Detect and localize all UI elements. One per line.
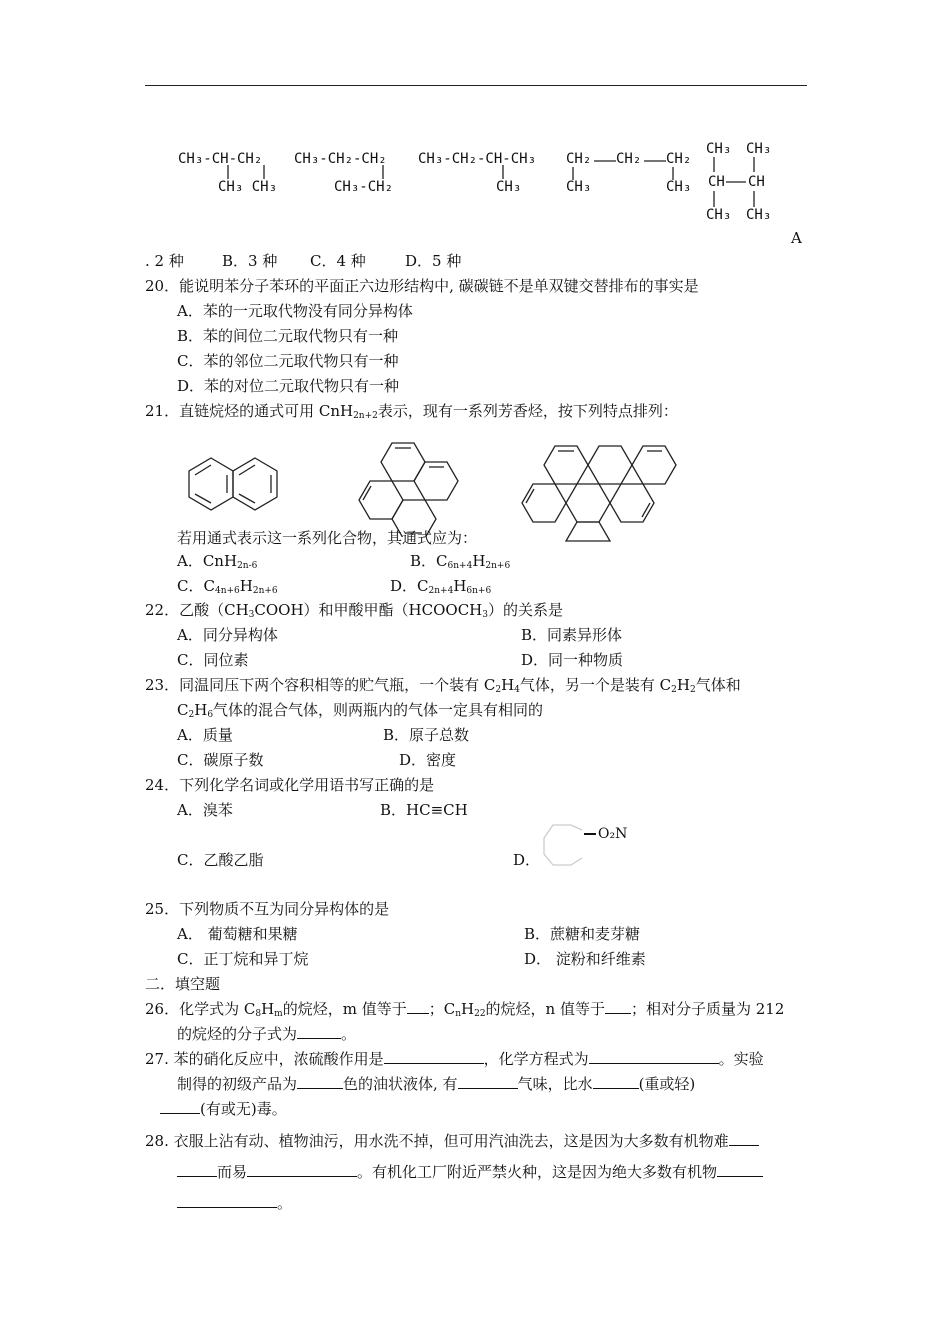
q20-option-c: C．苯的邻位二元取代物只有一种	[177, 352, 399, 370]
q27-blank-odor[interactable]	[458, 1074, 518, 1089]
q21-option-a: A．CnH$_{2n-6}$	[177, 552, 258, 571]
q27-blank-role[interactable]	[384, 1049, 484, 1064]
formula-3-bottom: CH₃	[496, 179, 522, 195]
q26-blank-formula[interactable]	[297, 1024, 341, 1039]
q19-option-d: D．5 种	[405, 252, 462, 270]
q24-option-d: D．	[513, 851, 541, 869]
formula-3-bond	[496, 164, 516, 180]
q20-option-d: D．苯的对位二元取代物只有一种	[177, 377, 400, 395]
q21-option-b: B．$C_{6n+4}H_{2n+6}$	[410, 552, 511, 571]
formula-5-ch3-tr: CH₃	[746, 141, 772, 157]
q21-option-c: C．$C_{4n+6}H_{2n+6}$	[177, 577, 278, 596]
q23-option-d: D．密度	[399, 751, 457, 769]
formula-5-ch-l: CH	[708, 174, 725, 190]
q28-blank-1a[interactable]	[729, 1131, 759, 1146]
q25-option-d: D． 淀粉和纤维素	[524, 950, 646, 968]
option-letter-a: A	[791, 229, 802, 247]
formula-3-top: CH₃-CH₂-CH-CH₃	[418, 151, 537, 167]
q26-blank-m[interactable]	[407, 999, 429, 1014]
q19-option-a: . 2 种	[145, 252, 184, 270]
q23-option-a: A．质量	[177, 726, 233, 744]
formula-4-ch2-b: CH₂	[616, 151, 642, 167]
q27-line1: 27. 苯的硝化反应中，浓硫酸作用是 ，化学方程式为 。实验	[145, 1050, 764, 1068]
formula-2-top: CH₃-CH₂-CH₂	[294, 151, 387, 167]
q23-stem-line2: $C_2H_6$气体的混合气体，则两瓶内的气体一定具有相同的	[177, 701, 544, 720]
formula-2-bond	[334, 164, 404, 180]
q21-stem: 21．直链烷烃的通式可用 CnH$_{2n+2}$表示，现有一系列芳香烃，按下列特点排列：	[145, 402, 678, 421]
formula-2-bottom: CH₃-CH₂	[334, 179, 394, 195]
q20-option-b: B．苯的间位二元取代物只有一种	[177, 327, 399, 345]
formula-5-ch3-tl: CH₃	[706, 141, 732, 157]
formula-4-ch2-c: CH₂	[666, 151, 692, 167]
q24-option-a: A．溴苯	[177, 801, 233, 819]
coronene-structure	[515, 438, 685, 543]
q21-option-d: D．$C_{2n+4}H_{6n+6}$	[390, 577, 492, 596]
q22-option-b: B．同素异形体	[521, 626, 623, 644]
q26-blank-n[interactable]	[605, 999, 631, 1014]
q25-option-c: C．正丁烷和异丁烷	[177, 950, 309, 968]
q24-stem: 24．下列化学名词或化学用语书写正确的是	[145, 776, 435, 794]
formula-5-ch3-br: CH₃	[746, 207, 772, 223]
q28-blank-2[interactable]	[247, 1162, 357, 1177]
q27-blank-density[interactable]	[593, 1074, 639, 1089]
q24-option-b: B．HC≡CH	[380, 801, 468, 819]
nitro-group-label: O₂N	[598, 826, 628, 842]
naphthalene-structure	[180, 452, 295, 522]
q19-option-b: B．3 种	[222, 252, 278, 270]
pyrene-structure	[340, 437, 480, 537]
q26-line1: 26．化学式为 $C_8H_m$的烷烃，m 值等于 ；$C_nH_{22}$的烷烃，n 值等于 ；相对分子质量为 212	[145, 1000, 785, 1019]
q22-stem: 22．乙酸$(CH_3COOH)$和甲酸甲酯$(HCOOCH_3)$的关系是	[145, 601, 564, 620]
q20-option-a: A．苯的一元取代物没有同分异构体	[177, 302, 413, 320]
nitrobenzene-ring	[538, 820, 598, 870]
q25-option-a: A． 葡萄糖和果糖	[177, 925, 298, 943]
q22-option-a: A．同分异构体	[177, 626, 278, 644]
q21-ask: 若用通式表示这一系列化合物，其通式应为：	[177, 529, 478, 547]
q28-line2: 而易 。有机化工厂附近严禁火种，这是因为绝大多数有机物	[177, 1162, 763, 1182]
q20-stem: 20．能说明苯分子苯环的平面正六边形结构中, 碳碳链不是单双键交替排布的事实是	[145, 277, 699, 295]
q22-option-c: C．同位素	[177, 651, 249, 669]
formula-1-top: CH₃-CH-CH₂	[178, 151, 263, 167]
formula-4-ch2-a: CH₂	[566, 151, 592, 167]
q27-blank-color[interactable]	[297, 1074, 343, 1089]
formula-5-ch-r: CH	[748, 174, 765, 190]
formula-4-ch3-b: CH₃	[666, 179, 692, 195]
q23-option-b: B．原子总数	[383, 726, 470, 744]
formula-4-ch3-a: CH₃	[566, 179, 592, 195]
header-rule	[145, 85, 807, 86]
q28-blank-1b[interactable]	[177, 1162, 217, 1177]
q28-blank-3a[interactable]	[717, 1162, 763, 1177]
q25-option-b: B．蔗糖和麦芽糖	[524, 925, 641, 943]
q28-blank-3b[interactable]	[177, 1193, 277, 1208]
formula-5-ch3-bl: CH₃	[706, 207, 732, 223]
formula-1-bottom: CH₃ CH₃	[218, 179, 278, 195]
q25-stem: 25．下列物质不互为同分异构体的是	[145, 900, 390, 918]
q19-option-c: C．4 种	[310, 252, 366, 270]
q24-option-c: C．乙酸乙脂	[177, 851, 264, 869]
formula-4-bonds	[566, 152, 696, 182]
q23-stem-line1: 23．同温同压下两个容积相等的贮气瓶，一个装有 $C_2H_4$气体，另一个是装有 $C_2H_2$气体和	[145, 676, 741, 695]
q27-blank-equation[interactable]	[589, 1049, 719, 1064]
q28-line3: 。	[177, 1193, 292, 1213]
formula-5-bonds	[700, 155, 780, 210]
q26-line2: 的烷烃的分子式为 。	[177, 1025, 357, 1043]
q28-line1: 28. 衣服上沾有动、植物油污，用水洗不掉，但可用汽油洗去，这是因为大多数有机物难	[145, 1131, 759, 1151]
q22-option-d: D．同一种物质	[521, 651, 624, 669]
q27-blank-toxicity[interactable]	[160, 1099, 200, 1114]
q23-option-c: C．碳原子数	[177, 751, 264, 769]
section-heading-fill-in: 二．填空题	[145, 975, 221, 993]
formula-1-bonds	[218, 164, 268, 180]
q27-line2: 制得的初级产品为 色的油状液体, 有 气味，比水 (重或轻)	[177, 1075, 696, 1093]
q27-line3: (有或无)毒。	[160, 1099, 287, 1119]
